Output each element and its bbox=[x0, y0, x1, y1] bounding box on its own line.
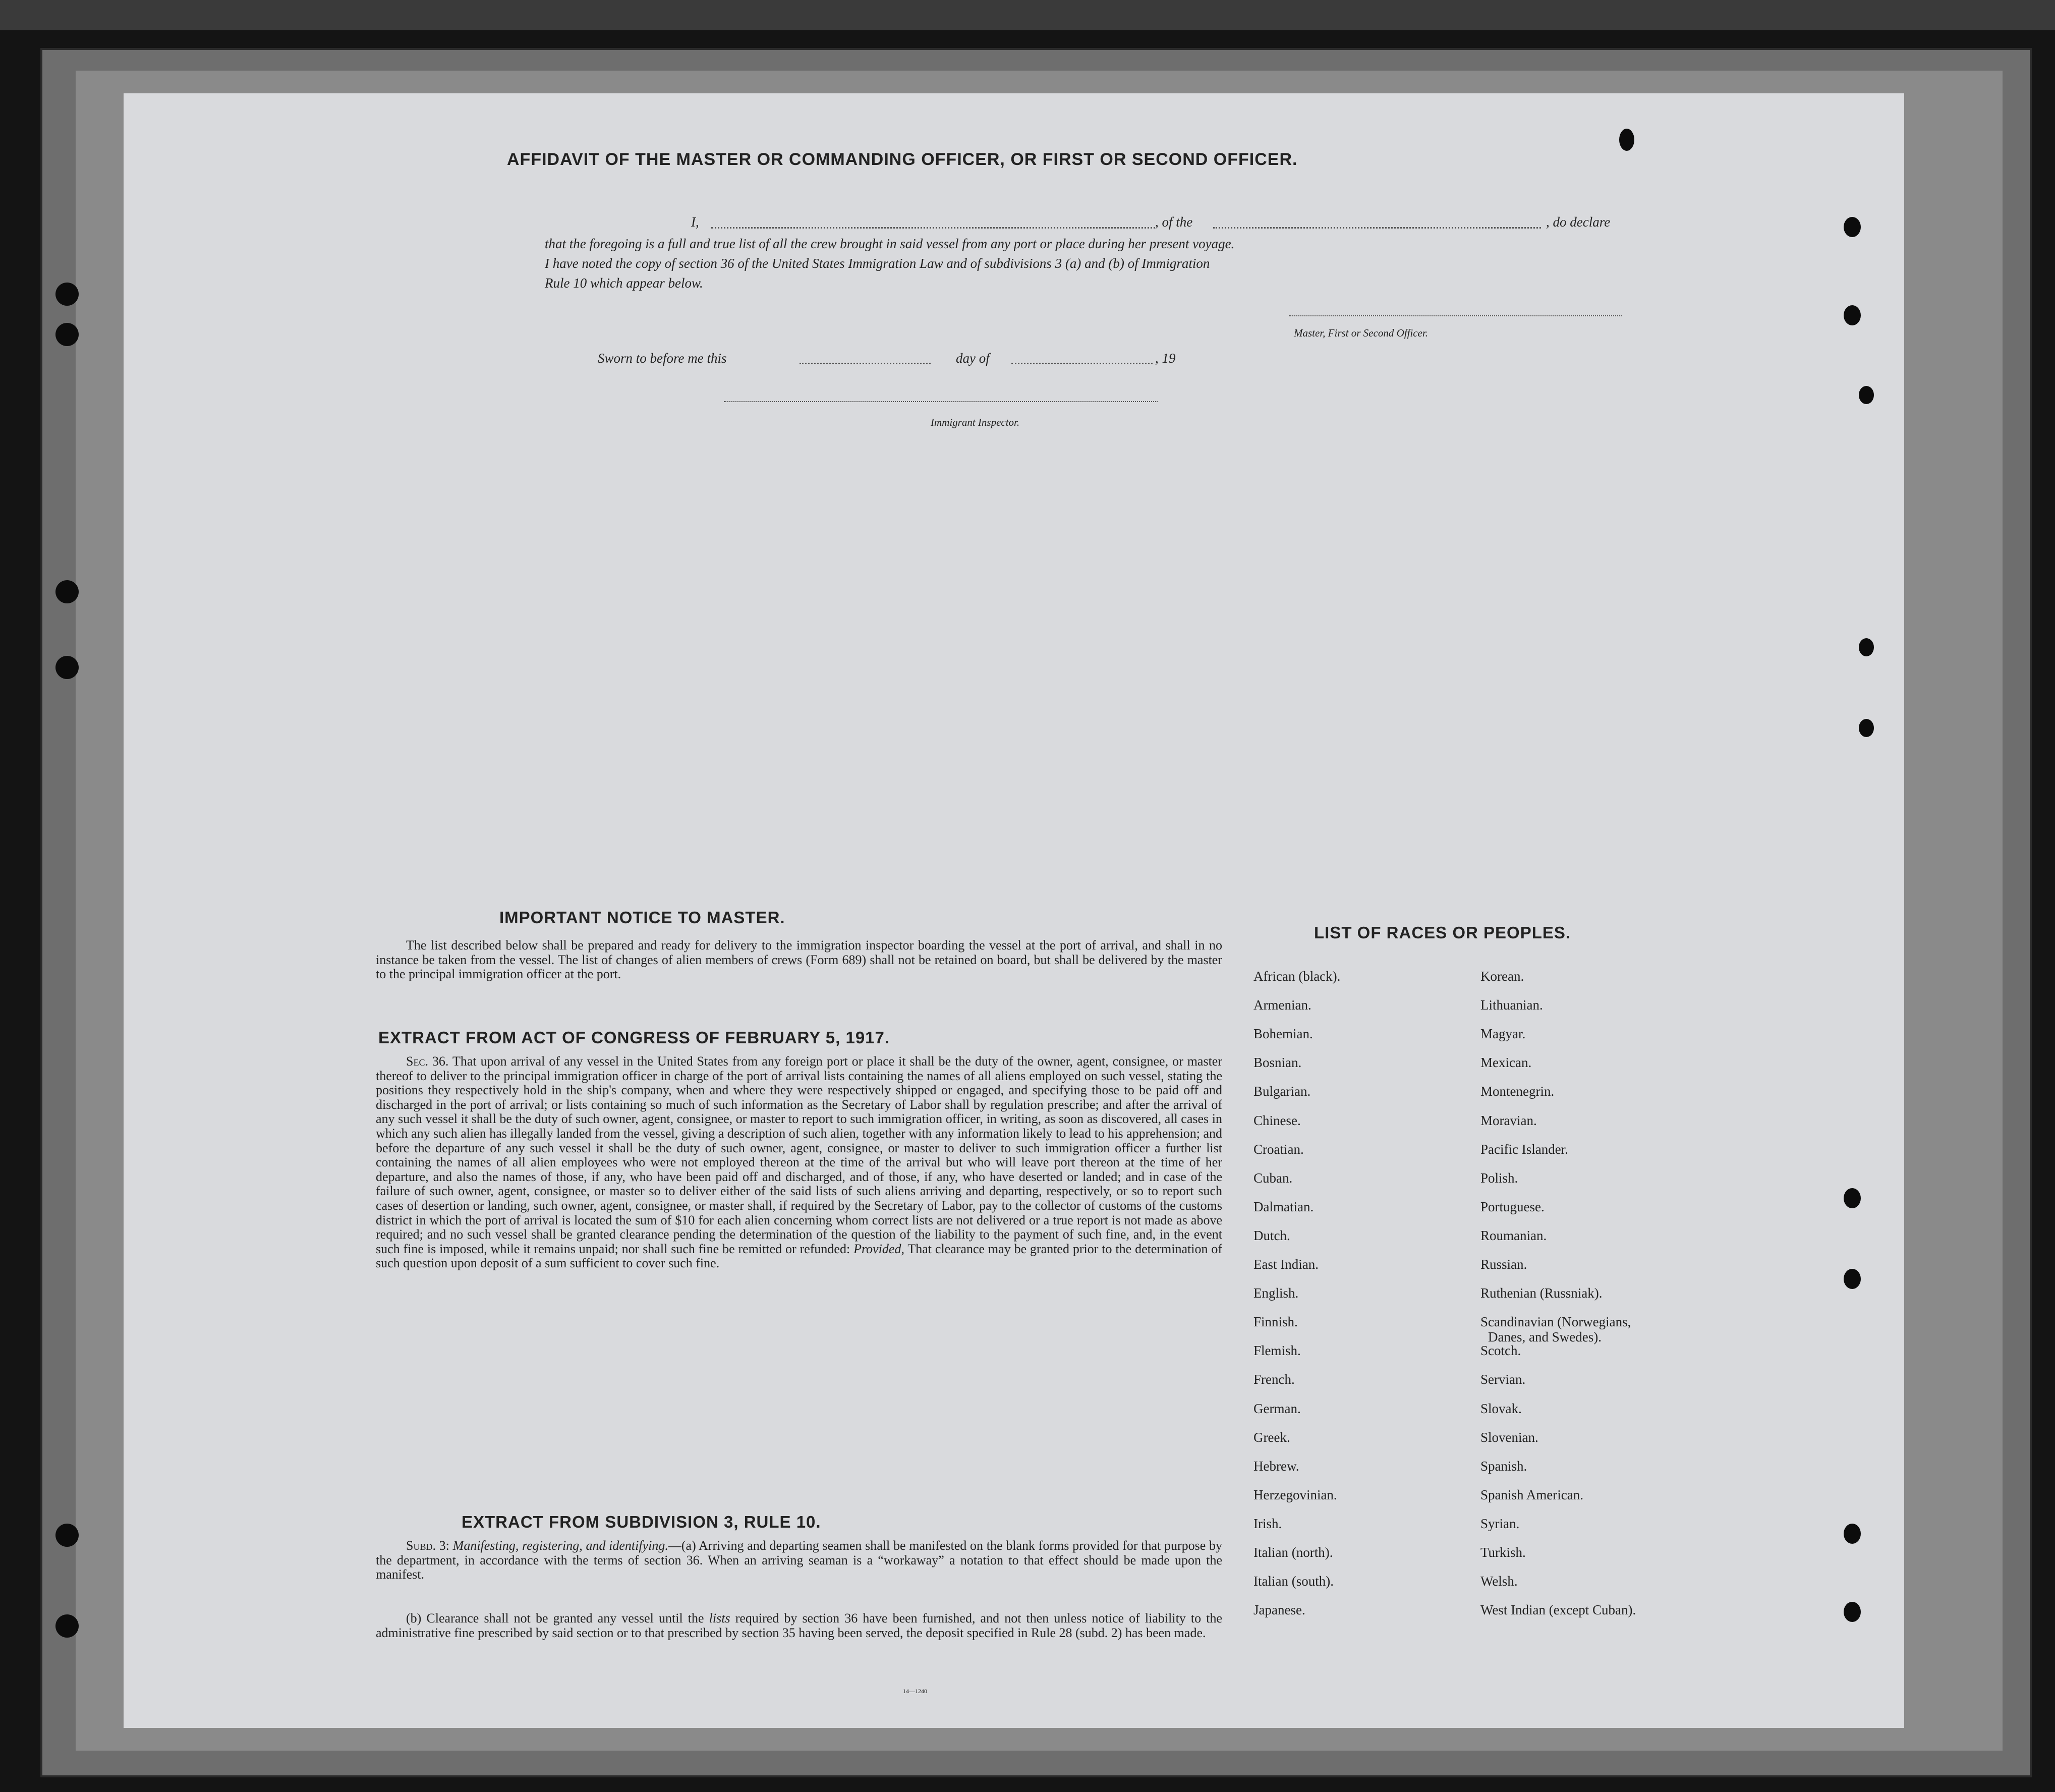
race-item: Armenian. bbox=[1253, 997, 1311, 1013]
affidavit-i: I, bbox=[691, 214, 699, 230]
subd-para-a: —(a) Arriving and departing seamen shall be manifested on the blank forms provided for that purpose by the department, in accordance with the terms of section 36. When an arriving seaman is a “workaway” a notation to that effect should be made upon the manifest. bbox=[376, 1538, 1223, 1582]
sworn-day-blank bbox=[800, 363, 931, 364]
race-item: English. bbox=[1253, 1285, 1299, 1301]
race-item: Italian (north). bbox=[1253, 1545, 1333, 1560]
inspector-label: Immigrant Inspector. bbox=[931, 416, 1020, 428]
race-item: African (black). bbox=[1253, 969, 1341, 984]
race-item: Pacific Islander. bbox=[1480, 1141, 1568, 1157]
subd-title: Manifesting, registering, and identifying. bbox=[452, 1538, 668, 1553]
sheet-punch-hole bbox=[1844, 1269, 1861, 1289]
race-item: Greek. bbox=[1253, 1429, 1290, 1445]
sheet-punch-hole bbox=[1859, 386, 1874, 404]
race-item: Mexican. bbox=[1480, 1055, 1532, 1071]
vessel-blank bbox=[1213, 227, 1541, 229]
race-item: East Indian. bbox=[1253, 1257, 1319, 1272]
race-item: Ruthenian (Russniak). bbox=[1480, 1285, 1603, 1301]
section-text-end: That clearance may be granted prior to the determination of such question upon deposit of a sum sufficient to cover such fine. bbox=[376, 1241, 1223, 1271]
affidavit-line2: that the foregoing is a full and true list of all the crew brought in said vessel from any port or place during her present voyage. bbox=[545, 236, 1235, 251]
race-item: Bosnian. bbox=[1253, 1055, 1302, 1071]
binder-hole bbox=[55, 1524, 79, 1547]
race-item: Portuguese. bbox=[1480, 1199, 1545, 1214]
race-item: Syrian. bbox=[1480, 1516, 1520, 1531]
para-b-end: required by section 36 have been furnished, and not then unless notice of liability to the administrative fine prescribed by said section or to that prescribed by section 35 having been served, the deposit specified in Rule 28 (subd. 2) has been made. bbox=[376, 1611, 1222, 1640]
section-label: Sec. 36. bbox=[406, 1054, 449, 1069]
race-item: Slovak. bbox=[1480, 1401, 1522, 1416]
extract-rule-title: EXTRACT FROM SUBDIVISION 3, RULE 10. bbox=[462, 1513, 821, 1531]
rule-para-b bbox=[376, 1611, 1222, 1640]
affidavit-line3: I have noted the copy of section 36 of the United States Immigration Law and of subdivisions 3 (a) and (b) of Immigration bbox=[545, 256, 1210, 271]
rule-para-a bbox=[376, 1539, 1222, 1582]
race-item: Turkish. bbox=[1480, 1545, 1526, 1560]
race-item: German. bbox=[1253, 1401, 1301, 1416]
race-item: Russian. bbox=[1480, 1257, 1527, 1272]
affidavit-line4: Rule 10 which appear below. bbox=[545, 275, 703, 291]
affidavit-title: AFFIDAVIT OF THE MASTER OR COMMANDING OFFICER, OR FIRST OR SECOND OFFICER. bbox=[507, 150, 1298, 169]
binder-edge bbox=[0, 0, 2055, 30]
sheet-punch-hole bbox=[1844, 217, 1861, 237]
binder-hole bbox=[55, 283, 79, 306]
race-item: Korean. bbox=[1480, 969, 1524, 984]
master-label: Master, First or Second Officer. bbox=[1294, 327, 1428, 339]
race-item: Roumanian. bbox=[1480, 1227, 1547, 1243]
affidavit-of-the: , of the bbox=[1155, 214, 1193, 230]
race-item: Chinese. bbox=[1253, 1112, 1301, 1128]
provided-word: Provided, bbox=[853, 1241, 904, 1256]
race-item: Lithuanian. bbox=[1480, 997, 1543, 1013]
race-item: French. bbox=[1253, 1372, 1295, 1387]
race-item: Hebrew. bbox=[1253, 1458, 1299, 1474]
race-item: Flemish. bbox=[1253, 1343, 1301, 1359]
race-item: Slovenian. bbox=[1480, 1429, 1538, 1445]
race-item: Scandinavian (Norwegians, bbox=[1480, 1314, 1631, 1330]
binder-hole bbox=[55, 656, 79, 679]
race-item: Bulgarian. bbox=[1253, 1084, 1311, 1099]
binder-hole bbox=[55, 1614, 79, 1638]
day-of-text: day of bbox=[956, 351, 990, 366]
race-item: Bohemian. bbox=[1253, 1026, 1313, 1042]
race-item: Servian. bbox=[1480, 1372, 1526, 1387]
race-item: Welsh. bbox=[1480, 1574, 1518, 1589]
extract-act-body bbox=[376, 1054, 1222, 1271]
race-item: Moravian. bbox=[1480, 1112, 1537, 1128]
para-b-lists: lists bbox=[709, 1611, 730, 1626]
races-title: LIST OF RACES OR PEOPLES. bbox=[1314, 923, 1571, 942]
sheet-punch-hole bbox=[1844, 305, 1861, 325]
race-item: Irish. bbox=[1253, 1516, 1282, 1531]
sworn-text: Sworn to before me this bbox=[598, 351, 727, 366]
binder-hole bbox=[55, 580, 79, 603]
race-item: Herzegovinian. bbox=[1253, 1487, 1337, 1502]
race-item: Montenegrin. bbox=[1480, 1084, 1555, 1099]
sheet-punch-hole bbox=[1844, 1524, 1861, 1544]
affidavit-sheet bbox=[124, 93, 1904, 1728]
race-item: Dutch. bbox=[1253, 1227, 1290, 1243]
race-item: Japanese. bbox=[1253, 1602, 1305, 1618]
name-blank bbox=[711, 227, 1155, 229]
binder-hole bbox=[55, 323, 79, 346]
affidavit-do-declare: , do declare bbox=[1546, 214, 1611, 230]
race-item: Magyar. bbox=[1480, 1026, 1526, 1042]
race-item: Italian (south). bbox=[1253, 1574, 1334, 1589]
race-item: Dalmatian. bbox=[1253, 1199, 1314, 1214]
race-item: Cuban. bbox=[1253, 1170, 1293, 1186]
sheet-punch-hole bbox=[1859, 719, 1874, 737]
sheet-punch-hole bbox=[1844, 1188, 1861, 1208]
notice-body: The list described below shall be prepared and ready for delivery to the immigration inspector boarding the vessel at the port of arrival, and shall in no instance be taken from the vessel. The list of changes of alien members of crews (Form 689) shall not be retained on board, but shall be delivered by the master to the principal immigration officer at the port. bbox=[376, 938, 1222, 982]
inspector-signature-line bbox=[724, 401, 1158, 402]
extract-act-title: EXTRACT FROM ACT OF CONGRESS OF FEBRUARY 5, 1917. bbox=[378, 1028, 890, 1047]
sheet-punch-hole bbox=[1844, 1602, 1861, 1622]
race-item: Polish. bbox=[1480, 1170, 1518, 1186]
race-item: Finnish. bbox=[1253, 1314, 1298, 1330]
race-item: Croatian. bbox=[1253, 1141, 1304, 1157]
sheet-punch-hole bbox=[1859, 638, 1874, 656]
master-signature-line bbox=[1289, 315, 1622, 316]
race-item: Scotch. bbox=[1480, 1343, 1521, 1359]
race-item: Spanish. bbox=[1480, 1458, 1527, 1474]
subd-label: Subd. 3: bbox=[406, 1538, 449, 1553]
race-item: Spanish American. bbox=[1480, 1487, 1583, 1502]
para-b-start: (b) Clearance shall not be granted any vessel until the bbox=[406, 1611, 704, 1626]
sheet-punch-hole bbox=[1619, 129, 1634, 151]
notice-title: IMPORTANT NOTICE TO MASTER. bbox=[499, 908, 785, 927]
race-item: Danes, and Swedes). bbox=[1488, 1329, 1602, 1345]
year-text: , 19 bbox=[1155, 351, 1176, 366]
sworn-month-blank bbox=[1011, 363, 1153, 364]
form-number: 14—1240 bbox=[903, 1688, 927, 1695]
race-item: West Indian (except Cuban). bbox=[1480, 1602, 1636, 1618]
section-text: That upon arrival of any vessel in the United States from any foreign port or place it shall be the duty of the owner, agent, consignee, or master thereof to deliver to the principal immigration officer in charge of the port of arrival lists containing the names of all aliens employed on such vessel, stating the positions they respectively hold in the ship's company, when and where they were respectively shipped or engaged, and specifying those to be paid off and discharged in the port of arrival; or lists containing so much of such information as the Secretary of Labor shall by regulation prescribe; and after the arrival of any such vessel it shall be the duty of such owner, agent, consignee, or master to report to such immigration officer, in writing, as soon as discovered, all cases in which any such alien has illegally landed from the vessel, giving a description of such alien, together with any information likely to lead to his apprehension; and before the departure of any such vessel it shall be the duty of such owner, agent, consignee, or master to deliver to such immigration officer a further list containing the names of all alien employees who were not employed thereon at the time of the arrival but who will leave port thereon at the time of her departure, and also the names of those, if any, who have been paid off and discharged, and of those, if any, who have deserted or landed; and in case of the failure of such owner, agent, consignee, or master so to deliver either of the said lists of such aliens arriving and departing, respectively, or so to report such cases of desertion or landing, such owner, agent, consignee, or master shall, if required by the Secretary of Labor, pay to the collector of customs of the customs district in which the port of arrival is located the sum of $10 for each alien concerning whom correct lists are not delivered or a true report is not made as above required; and no such vessel shall be granted clearance pending the determination of the question of the liability to the payment of such fine, and, in the event such fine is imposed, while it remains unpaid; nor shall such fine be remitted or refunded: bbox=[376, 1054, 1223, 1256]
